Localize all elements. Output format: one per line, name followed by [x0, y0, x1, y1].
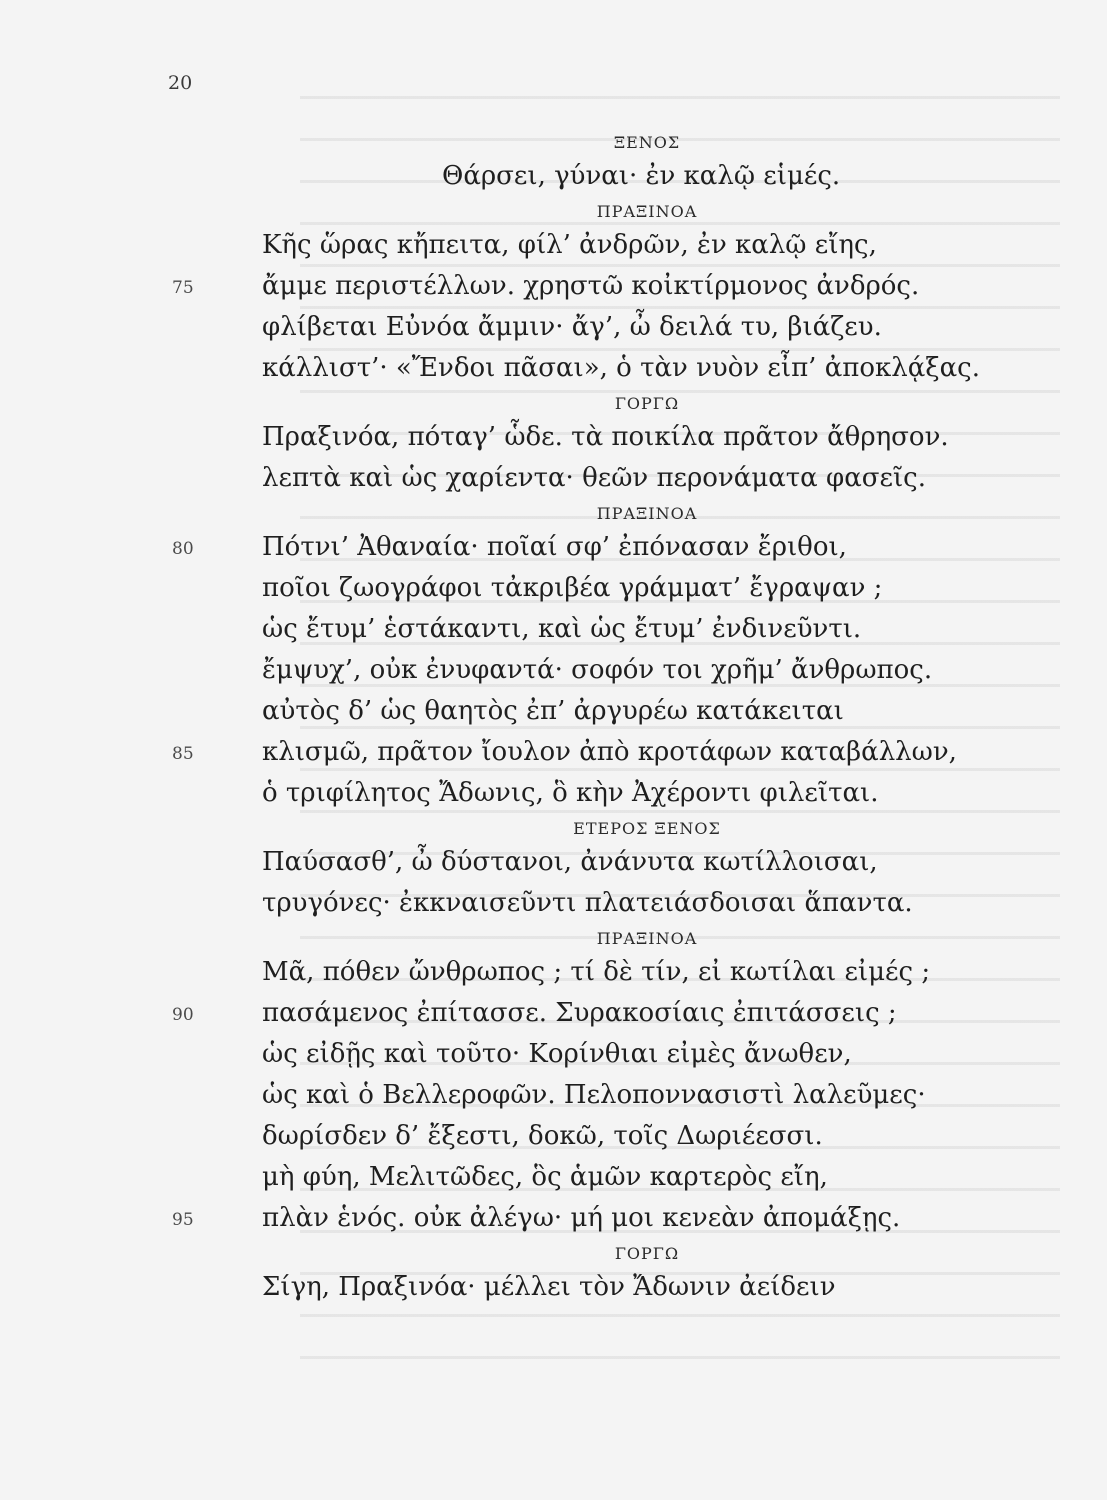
line-number: 80 — [172, 539, 194, 559]
verse-line — [172, 527, 1032, 568]
verse-line-text: ὡς καὶ ὁ Βελλεροφῶν. Πελοποννασιστὶ λαλεῦμες· — [262, 1080, 926, 1110]
verse-line — [262, 1267, 1032, 1308]
speaker-heading: ΓΟΡΓΩ — [614, 1244, 680, 1263]
verse-line — [262, 458, 1032, 499]
verse-line — [262, 307, 1032, 348]
verse-line-text: λεπτὰ καὶ ὡς χαρίεντα· θεῶν περονάματα φασεῖς. — [262, 463, 926, 493]
line-number: 90 — [172, 1005, 194, 1025]
verse-line-text: πλὰν ἑνός. οὐκ ἀλέγω· μή μοι κενεὰν ἀπομάξῃς. — [262, 1203, 901, 1233]
verse-line — [172, 1198, 1032, 1239]
verse-line-text: Παύσασθ’, ὦ δύστανοι, ἀνάνυτα κωτίλλοισαι, — [262, 847, 878, 877]
verse-line-text: ἔμψυχ’, οὐκ ἐνυφαντά· σοφόν τοι χρῆμ’ ἄνθρωπος. — [262, 655, 933, 685]
verse-line-text: κάλλιστ’· «Ἔνδοι πᾶσαι», ὁ τὰν νυὸν εἶπ’ ἀποκλᾴξας. — [262, 353, 980, 383]
line-number: 85 — [172, 744, 194, 764]
line-number: 75 — [172, 278, 194, 298]
verse-line-text: τρυγόνες· ἐκκναισεῦντι πλατειάσδοισαι ἅπαντα. — [262, 888, 913, 918]
verse-line — [262, 417, 1032, 458]
verse-line-text: μὴ φύη, Μελιτῶδες, ὃς ἁμῶν καρτερὸς εἴη, — [262, 1162, 828, 1192]
page-number: 20 — [168, 72, 193, 94]
verse-line — [262, 1157, 1032, 1198]
verse-line — [172, 732, 1032, 773]
verse-line-text: Πότνι’ Ἀθαναία· ποῖαί σφ’ ἐπόνασαν ἔριθοι, — [262, 532, 847, 562]
verse-line-text: Σίγη, Πραξινόα· μέλλει τὸν Ἄδωνιν ἀείδειν — [262, 1272, 836, 1302]
verse-line — [262, 568, 1032, 609]
verse-line — [262, 952, 1032, 993]
verse-line-text: ἄμμε περιστέλλων. χρηστῶ κοἰκτίρμονος ἀνδρός. — [262, 271, 920, 301]
verse-line-text: φλίβεται Εὐνόα ἄμμιν· ἄγ’, ὦ δειλά τυ, βιάζευ. — [262, 312, 882, 342]
verse-line-text: Θάρσει, γύναι· ἐν καλῷ εἱμές. — [442, 161, 841, 191]
verse-line — [262, 156, 1032, 197]
speaker-heading: ΞΕΝΟΣ — [613, 133, 681, 152]
verse-line-text: αὐτὸς δ’ ὡς θαητὸς ἐπ’ ἀργυρέω κατάκειται — [262, 696, 844, 726]
verse-line — [262, 348, 1032, 389]
verse-line-text: πασάμενος ἐπίτασσε. Συρακοσίαις ἐπιτάσσεις ; — [262, 998, 897, 1028]
speaker-heading: ΠΡΑΞΙΝΟΑ — [596, 504, 698, 523]
verse-line — [262, 773, 1032, 814]
verse-line — [262, 225, 1032, 266]
verse-line-text: κλισμῶ, πρᾶτον ἴουλον ἀπὸ κροτάφων καταβάλλων, — [262, 737, 957, 767]
verse-line — [262, 1075, 1032, 1116]
speaker-heading: ΕΤΕΡΟΣ ΞΕΝΟΣ — [573, 819, 721, 838]
verse-line — [262, 883, 1032, 924]
verse-line-text: ὡς ἔτυμ’ ἑστάκαντι, καὶ ὡς ἔτυμ’ ἐνδινεῦντι. — [262, 614, 862, 644]
verse-line — [262, 650, 1032, 691]
speaker-heading: ΠΡΑΞΙΝΟΑ — [596, 929, 698, 948]
verse-line-text: ὡς εἰδῇς καὶ τοῦτο· Κορίνθιαι εἰμὲς ἄνωθεν, — [262, 1039, 852, 1069]
verse-line — [262, 609, 1032, 650]
speaker-heading: ΠΡΑΞΙΝΟΑ — [596, 202, 698, 221]
verse-line — [262, 1116, 1032, 1157]
verse-line-text: Κῆς ὥρας κἤπειτα, φίλ’ ἀνδρῶν, ἐν καλῷ εἴης, — [262, 230, 877, 260]
speaker-heading: ΓΟΡΓΩ — [614, 394, 680, 413]
verse-line — [262, 1034, 1032, 1075]
line-number: 95 — [172, 1210, 194, 1230]
verse-line — [262, 842, 1032, 883]
verse-line-text: ποῖοι ζωογράφοι τἀκριβέα γράμματ’ ἔγραψαν ; — [262, 573, 883, 603]
verse-line — [172, 993, 1032, 1034]
verse-line-text: ὁ τριφίλητος Ἄδωνις, ὃ κὴν Ἀχέροντι φιλεῖται. — [262, 778, 879, 808]
verse-line-text: Πραξινόα, πόταγ’ ὧδε. τὰ ποικίλα πρᾶτον ἄθρησον. — [262, 422, 949, 452]
verse-line — [172, 266, 1032, 307]
verse-line-text: Μᾶ, πόθεν ὤνθρωπος ; τί δὲ τίν, εἰ κωτίλαι εἰμές ; — [262, 957, 931, 987]
verse-line — [262, 691, 1032, 732]
verse-line-text: δωρίσδεν δ’ ἔξεστι, δοκῶ, τοῖς Δωριέεσσι. — [262, 1121, 823, 1151]
verse-text — [172, 128, 1032, 1308]
